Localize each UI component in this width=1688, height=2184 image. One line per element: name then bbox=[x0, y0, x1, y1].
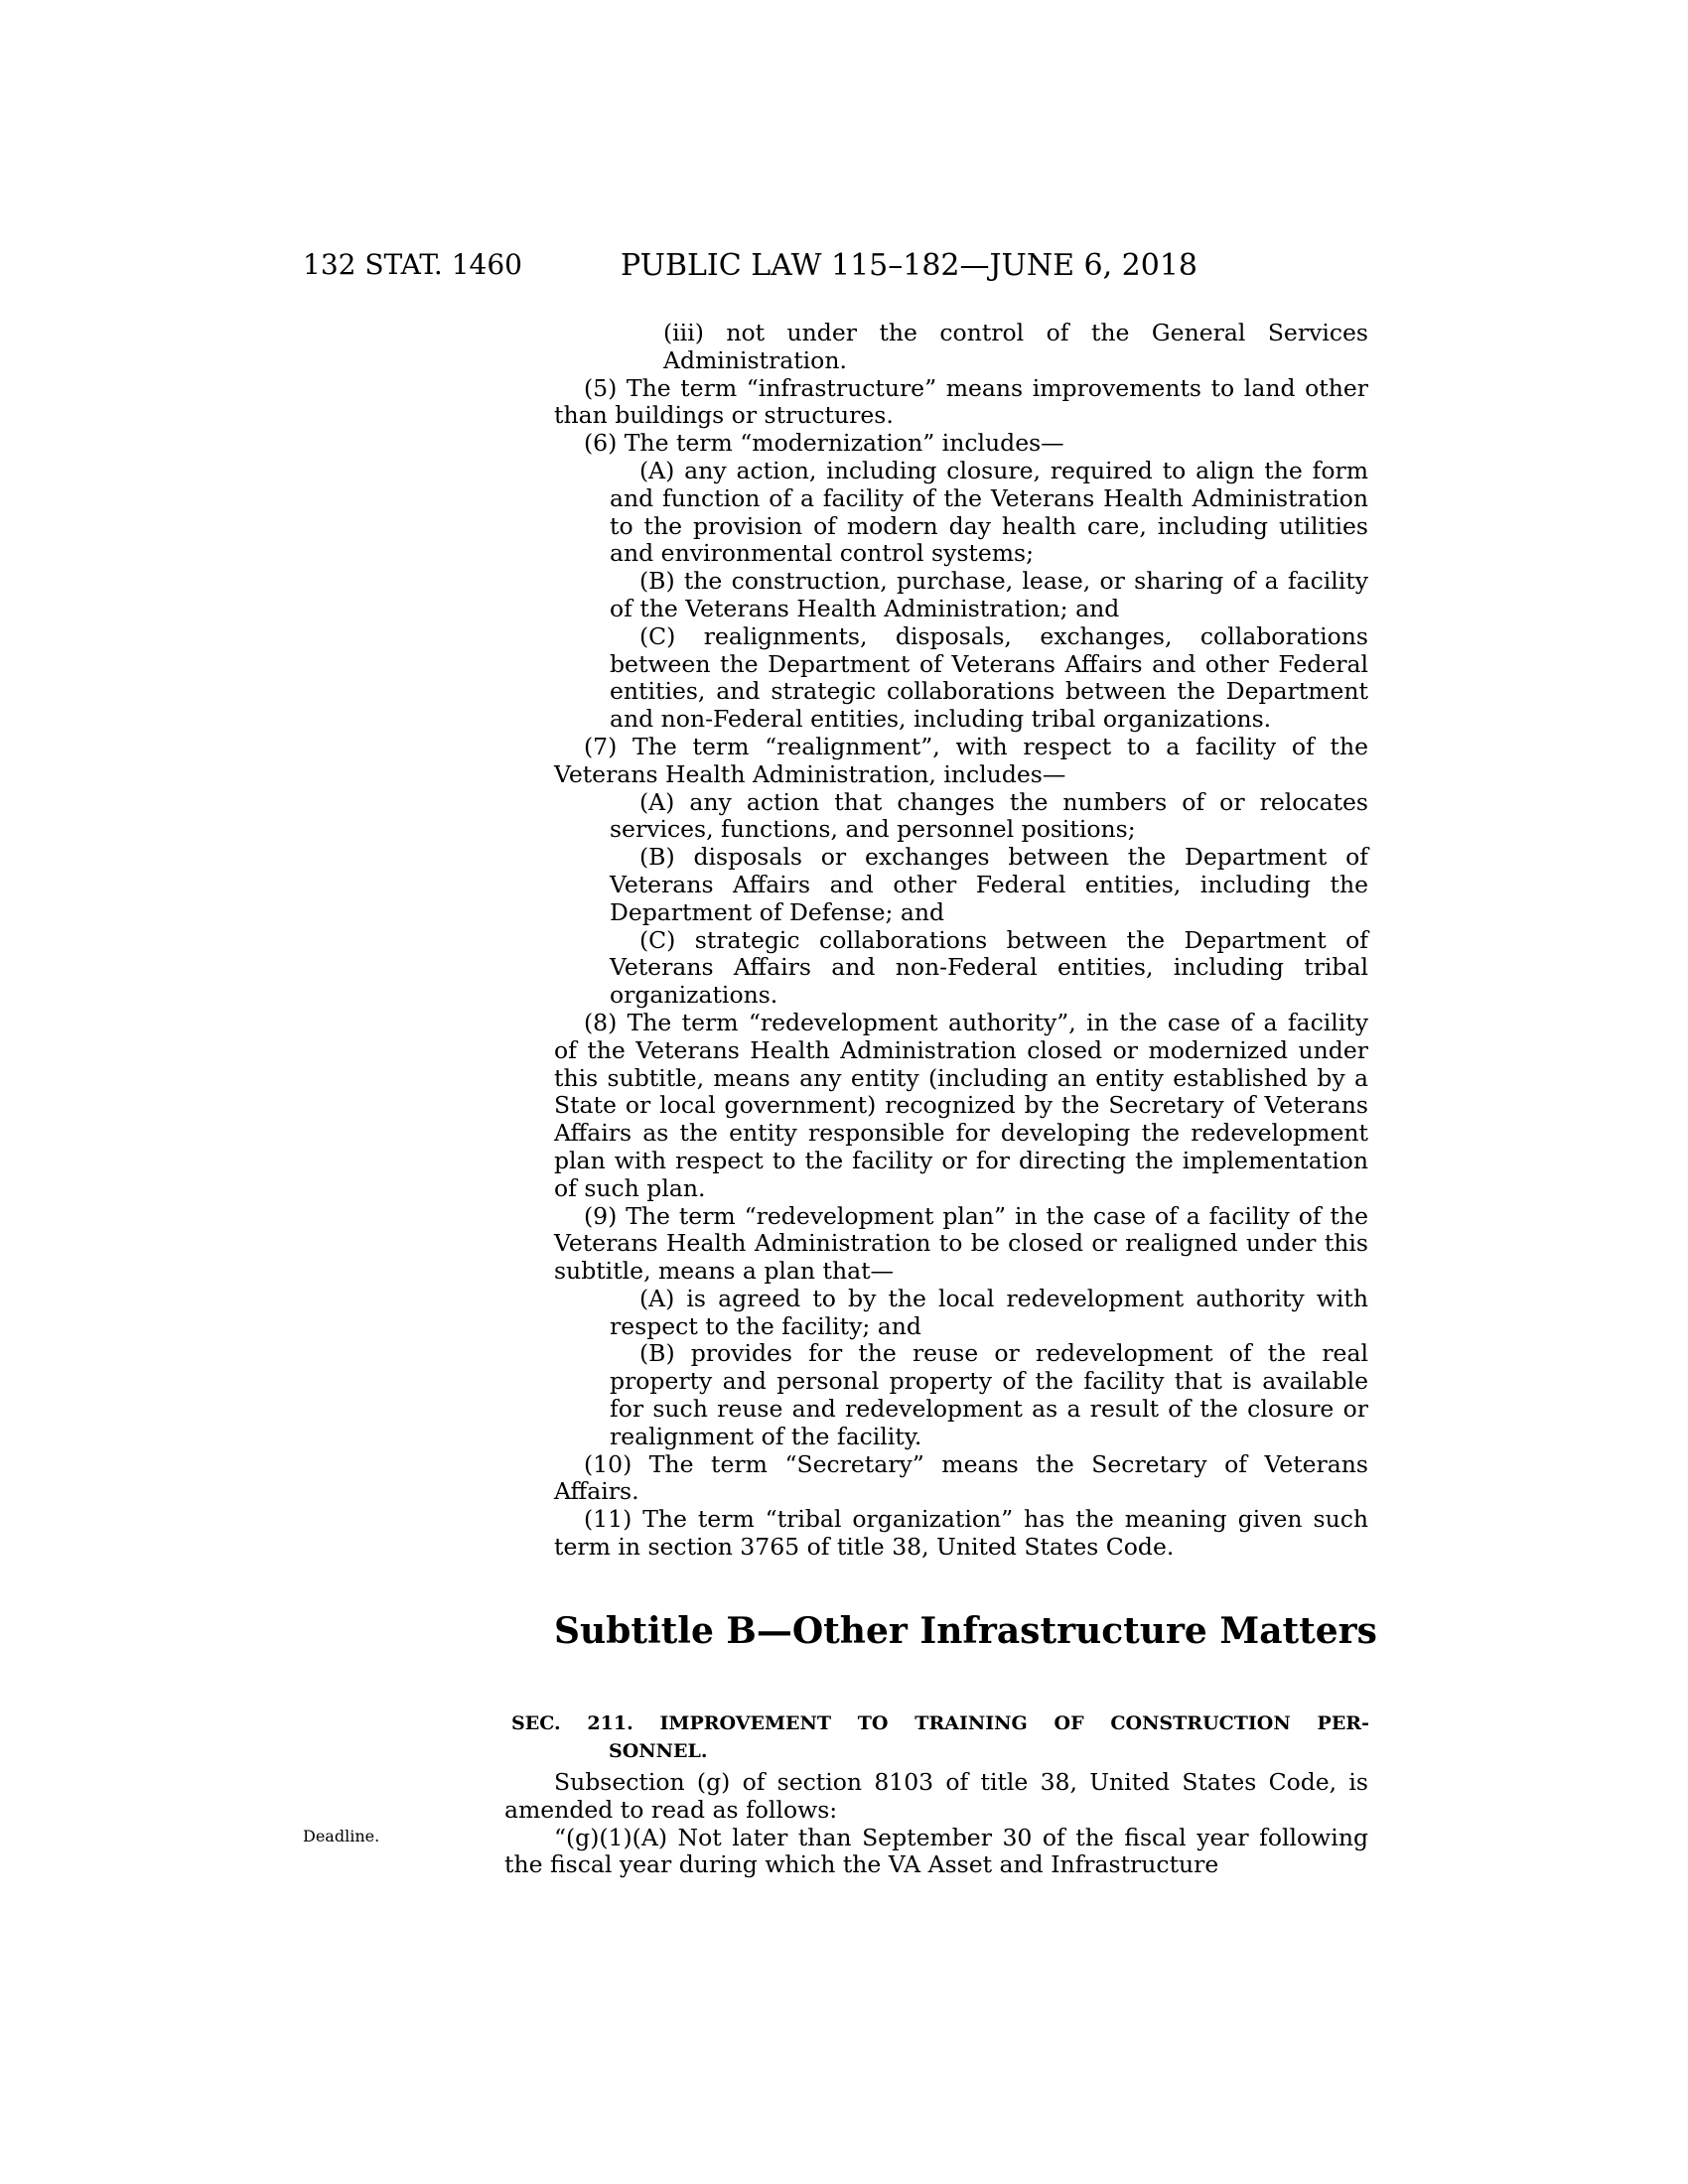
paragraph-9-b: (B) provides for the reuse or redevelopment of the real property and personal property of the facility that is available for such reuse and redevelopment as a result of the closure or realignment of the facility. bbox=[610, 1339, 1368, 1450]
section-heading bbox=[511, 1709, 1369, 1765]
section-paragraph-2: “(g)(1)(A) Not later than September 30 of the fiscal year following the fiscal year during which the VA Asset and Infrastructure bbox=[504, 1823, 1368, 1879]
paragraph-6-a: (A) any action, including closure, required to align the form and function of a facility of the Veterans Health Administration to the provision of modern day health care, including utilities and environmental control systems; bbox=[610, 456, 1368, 568]
paragraph-6-b: (B) the construction, purchase, lease, or sharing of a facility of the Veterans Health Administration; and bbox=[610, 567, 1368, 622]
section-body bbox=[504, 1769, 1368, 1879]
paragraph-5: (5) The term “infrastructure” means improvements to land other than buildings or structures. bbox=[554, 373, 1368, 430]
paragraph-11: (11) The term “tribal organization” has the meaning given such term in section 3765 of title 38, United States Code. bbox=[554, 1505, 1368, 1562]
section-heading-line-2: SONNEL. bbox=[609, 1740, 708, 1762]
paragraph-8: (8) The term “redevelopment authority”, in the case of a facility of the Veterans Health Administration closed or modernized under this subtitle, means any entity (including an entity established by a State or local government) recognized by the Secretary of Veterans Affairs as the entity responsible for developing the redevelopment plan with respect to the facility or for directing the implementation of such plan. bbox=[554, 1008, 1368, 1202]
paragraph-7-a: (A) any action that changes the numbers of or relocates services, functions, and personnel positions; bbox=[610, 787, 1368, 844]
paragraph-9-a: (A) is agreed to by the local redevelopment authority with respect to the facility; and bbox=[610, 1284, 1368, 1340]
paragraph-7-c: (C) strategic collaborations between the Department of Veterans Affairs and non-Federal entities, including tribal organizations. bbox=[610, 925, 1368, 1010]
definitions-body bbox=[554, 320, 1368, 1562]
section-heading-line-1: SEC. 211. IMPROVEMENT TO TRAINING OF CONSTRUCTION PER- bbox=[511, 1712, 1369, 1734]
paragraph-9: (9) The term “redevelopment plan” in the case of a facility of the Veterans Health Administration to be closed or realigned under this subtitle, means a plan that— bbox=[554, 1201, 1368, 1286]
paragraph-6-c: (C) realignments, disposals, exchanges, collaborations between the Department of Veterans Affairs and other Federal entities, and strategic collaborations between the Department and non-Federal entities, including tribal organizations. bbox=[610, 621, 1368, 734]
paragraph-7-b: (B) disposals or exchanges between the Department of Veterans Affairs and other Federal entities, including the Department of Defense; and bbox=[610, 843, 1368, 926]
paragraph-6: (6) The term “modernization” includes— bbox=[584, 429, 1064, 458]
subtitle-heading: Subtitle B—Other Infrastructure Matters bbox=[554, 1610, 1377, 1652]
margin-note-deadline: Deadline. bbox=[303, 1827, 380, 1845]
law-title: PUBLIC LAW 115–182—JUNE 6, 2018 bbox=[621, 248, 1198, 283]
paragraph-7: (7) The term “realignment”, with respect to a facility of the Veterans Health Administration, includes— bbox=[554, 732, 1368, 788]
paragraph-10: (10) The term “Secretary” means the Secretary of Veterans Affairs. bbox=[554, 1449, 1368, 1506]
section-paragraph-1: Subsection (g) of section 8103 of title 38, United States Code, is amended to read as follows: bbox=[504, 1768, 1368, 1824]
paragraph-iii: (iii) not under the control of the General Services Administration. bbox=[663, 319, 1368, 374]
stat-reference: 132 STAT. 1460 bbox=[303, 248, 522, 281]
